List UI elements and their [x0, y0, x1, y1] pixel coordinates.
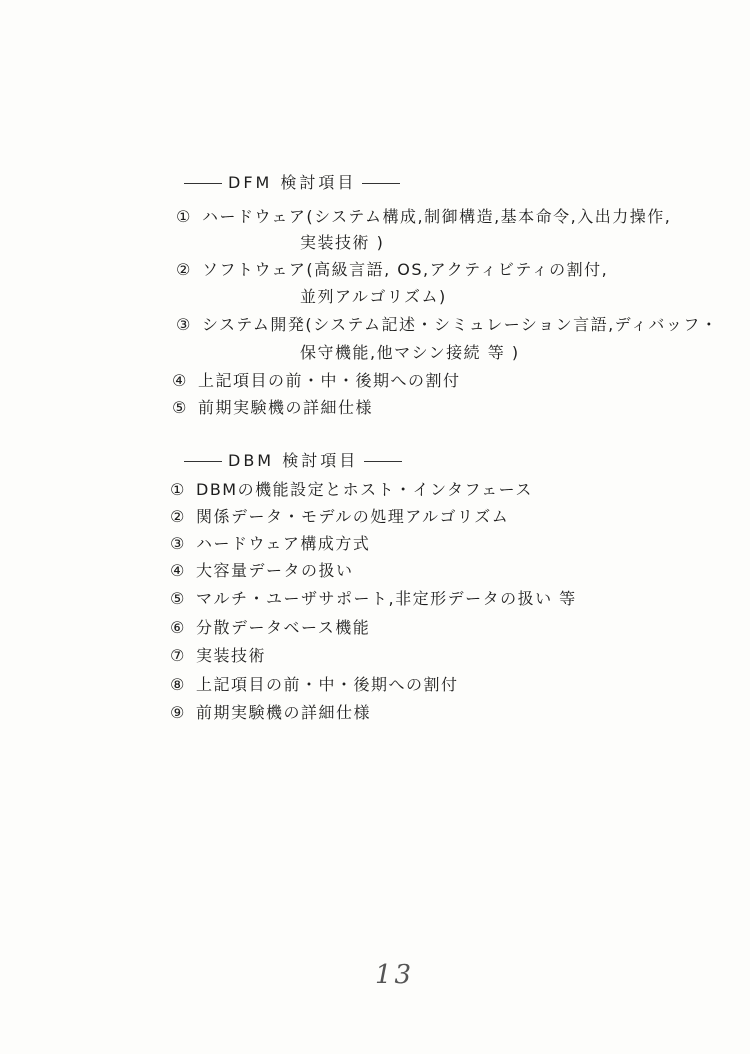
item-text: 関係データ・モデルの処理アルゴリズム: [196, 507, 510, 526]
heading-dash-right: [362, 183, 400, 184]
item-number: ⑤: [172, 398, 188, 417]
page-number: 13: [375, 960, 415, 990]
dbm-item-8: [170, 675, 459, 695]
dfm-item-4: [172, 371, 461, 391]
item-text: 保守機能,他マシン接続 等 ): [300, 343, 520, 362]
item-number: ④: [172, 371, 188, 390]
item-number: ③: [170, 534, 186, 553]
item-number: ②: [176, 260, 192, 279]
dbm-item-4: [170, 561, 354, 581]
dbm-item-7: [170, 646, 266, 666]
item-number: ④: [170, 561, 186, 580]
item-number: ③: [176, 315, 192, 334]
item-text: 上記項目の前・中・後期への割付: [196, 675, 459, 694]
item-number: ⑦: [170, 646, 186, 665]
heading-dash-right: [364, 461, 402, 462]
dfm-item-1-cont: [300, 233, 384, 253]
item-text: 分散データベース機能: [196, 618, 371, 637]
item-number: ⑥: [170, 618, 186, 637]
dbm-item-9: [170, 703, 371, 723]
item-number: ①: [176, 207, 192, 226]
dfm-heading-text: DFM 検討項目: [228, 173, 357, 192]
dfm-heading: [178, 173, 406, 193]
dbm-item-2: [170, 507, 509, 527]
item-text: DBMの機能設定とホスト・インタフェース: [196, 480, 533, 499]
item-text: 実装技術 ): [300, 233, 385, 252]
item-text: 大容量データの扱い: [196, 561, 354, 580]
dfm-item-3: [176, 315, 718, 335]
heading-dash-left: [184, 183, 222, 184]
item-text: マルチ・ユーザサポート,非定形データの扱い 等: [196, 589, 577, 608]
item-number: ⑧: [170, 675, 186, 694]
item-number: ②: [170, 507, 186, 526]
item-text: ハードウェア構成方式: [196, 534, 371, 553]
item-text: システム開発(システム記述・シミュレーション言語,ディバッフ・: [202, 315, 719, 334]
dfm-item-5: [172, 398, 373, 418]
item-text: 並列アルゴリズム): [300, 287, 447, 306]
dfm-item-2: [176, 260, 608, 280]
dfm-item-1: [176, 207, 671, 227]
dbm-heading: [178, 451, 408, 471]
dbm-item-3: [170, 534, 370, 554]
dbm-item-6: [170, 618, 370, 638]
dbm-item-5: [170, 589, 577, 609]
item-text: 実装技術: [196, 646, 267, 665]
item-number: ⑨: [170, 703, 186, 722]
dfm-item-3-cont: [300, 343, 520, 363]
dfm-item-2-cont: [300, 287, 447, 307]
item-text: 前期実験機の詳細仕様: [196, 703, 372, 722]
item-number: ⑤: [170, 589, 186, 608]
item-number: ①: [170, 480, 186, 499]
item-text: ソフトウェア(高級言語, OS,アクティビティの割付,: [202, 260, 609, 279]
item-text: ハードウェア(システム構成,制御構造,基本命令,入出力操作,: [202, 207, 672, 226]
heading-dash-left: [184, 461, 222, 462]
item-text: 上記項目の前・中・後期への割付: [198, 371, 461, 390]
dbm-heading-text: DBM 検討項目: [228, 451, 359, 470]
dbm-item-1: [170, 480, 533, 500]
item-text: 前期実験機の詳細仕様: [198, 398, 374, 417]
